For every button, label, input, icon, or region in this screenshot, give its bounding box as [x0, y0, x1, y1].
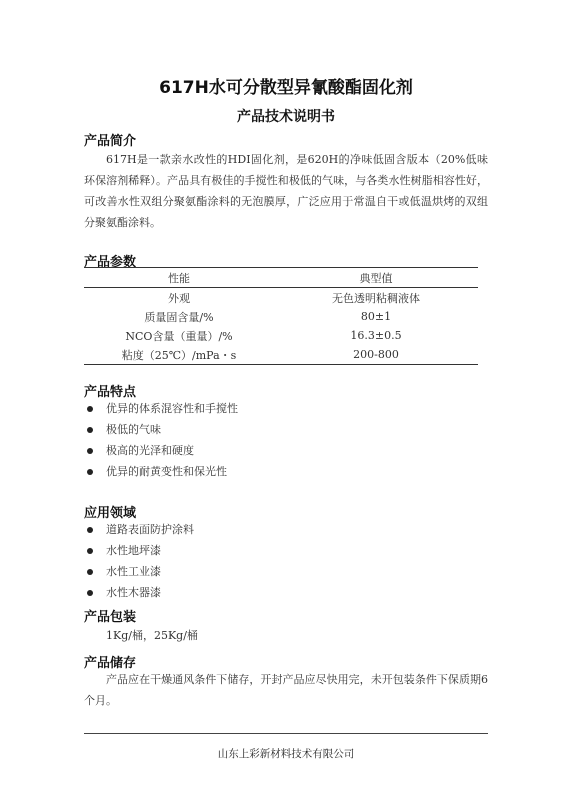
table-cell: 无色透明粘稠液体 [332, 291, 420, 305]
table-cell: 80±1 [360, 310, 392, 323]
footer-divider [84, 733, 488, 734]
table-cell: NCO含量（重量）/% [125, 329, 233, 343]
list-item-text: 优异的体系混容性和手搅性 [106, 402, 238, 415]
params-table [84, 267, 478, 365]
list-item [84, 461, 238, 482]
list-item [84, 519, 194, 540]
intro-heading: 产品简介 [84, 134, 137, 149]
table-row [84, 288, 478, 308]
bullet-icon [87, 427, 93, 433]
applications-list [84, 519, 194, 603]
list-item [84, 398, 238, 419]
list-item-text: 极高的光泽和硬度 [106, 444, 194, 457]
table-cell: 外观 [168, 291, 190, 305]
table-row [84, 345, 478, 365]
table-header-row [84, 268, 478, 288]
bullet-icon [87, 406, 93, 412]
column-header: 典型值 [359, 271, 393, 285]
table-cell: 粘度（25℃）/mPa・s [121, 348, 237, 362]
list-item-text: 水性地坪漆 [106, 544, 161, 557]
bullet-icon [87, 590, 93, 596]
bullet-icon [87, 469, 93, 475]
list-item-text: 水性工业漆 [106, 565, 161, 578]
list-item [84, 561, 194, 582]
bullet-icon [87, 569, 93, 575]
packaging-heading: 产品包装 [84, 610, 137, 625]
list-item-text: 优异的耐黄变性和保光性 [106, 465, 227, 478]
list-item-text: 水性木器漆 [106, 586, 161, 599]
table-cell: 200-800 [353, 348, 399, 361]
bullet-icon [87, 448, 93, 454]
list-item-text: 道路表面防护涂料 [106, 523, 194, 536]
features-heading: 产品特点 [84, 385, 137, 400]
list-item [84, 419, 238, 440]
table-row [84, 326, 478, 345]
intro-paragraph: 617H是一款亲水改性的HDI固化剂，是620H的净味低固含版本（20%低味环保溶剂稀释）。产品具有极佳的手搅性和极低的气味，与各类水性树脂相容性好，可改善水性双组分聚氨酯涂料的无泡膜厚，广泛应用于常温自干或低温烘烤的双组分聚氨酯涂料。 [84, 153, 488, 229]
document-title: 617H水可分散型异氰酸酯固化剂 [159, 78, 413, 98]
list-item-text: 极低的气味 [106, 423, 161, 436]
table-cell: 16.3±0.5 [350, 329, 402, 342]
features-list [84, 398, 238, 482]
footer-company: 山东上彩新材料技术有限公司 [217, 748, 355, 760]
packaging-text: 1Kg/桶，25Kg/桶 [106, 629, 198, 642]
column-header: 性能 [168, 271, 190, 285]
storage-heading: 产品储存 [84, 656, 137, 671]
list-item [84, 440, 238, 461]
table-row [84, 307, 478, 326]
list-item [84, 582, 194, 603]
document-subtitle: 产品技术说明书 [237, 109, 335, 125]
storage-paragraph: 产品应在干燥通风条件下储存，开封产品应尽快用完，未开包装条件下保质期6个月。 [84, 673, 488, 707]
bullet-icon [87, 527, 93, 533]
table-cell: 质量固含量/% [144, 310, 214, 324]
list-item [84, 540, 194, 561]
bullet-icon [87, 548, 93, 554]
applications-heading: 应用领域 [84, 506, 137, 521]
params-heading: 产品参数 [84, 255, 137, 270]
